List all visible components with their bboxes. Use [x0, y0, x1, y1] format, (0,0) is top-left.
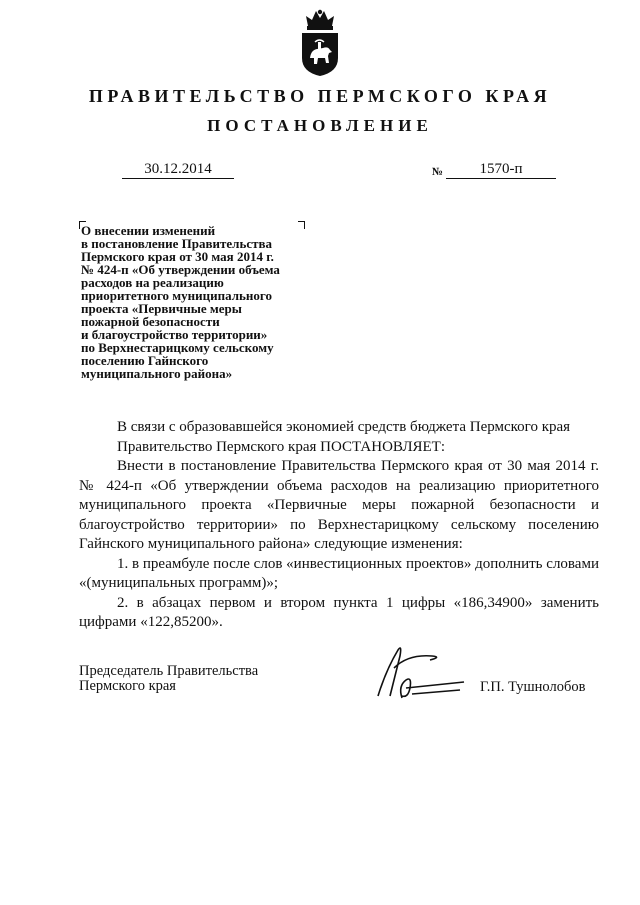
coat-of-arms-emblem — [296, 8, 344, 78]
signatory-name: Г.П. Тушнолобов — [480, 679, 586, 695]
body-paragraph: Правительство Пермского края ПОСТАНОВЛЯЕТ: — [117, 438, 446, 455]
document-body — [79, 418, 599, 633]
document-type: ПОСТАНОВЛЕНИЕ — [207, 116, 433, 135]
body-paragraph: В связи с образовавшейся экономией средств бюджета Пермского края — [117, 419, 571, 435]
document-date: 30.12.2014 — [122, 160, 234, 179]
coat-of-arms-icon — [296, 8, 344, 78]
document-subject: О внесении изменений в постановление Правительства Пермского края от 30 мая 2014 г. № 424-п «Об утверждении объема расходов на реализацию приоритетного муниципального проекта «Первичные меры пожарной безопасности и благоустройство территории» по Верхнестарицкому сельскому поселению Гайнского муниципального района» — [81, 223, 280, 381]
signature-icon — [372, 636, 472, 702]
body-paragraph: 2. в абзацах первом и втором пункта 1 цифры «186,34900» заменить цифрами «122,85200». — [79, 594, 599, 630]
signatory-title: Председатель Правительства Пермского края — [79, 663, 259, 694]
body-paragraph: 1. в преамбуле после слов «инвестиционных проектов» дополнить словами «(муниципальных программ)»; — [79, 555, 599, 591]
number-sign: № — [432, 166, 444, 178]
body-paragraph: Внести в постановление Правительства Пермского края от 30 мая 2014 г. № 424-п «Об утверждении объема расходов на реализацию приоритетного муниципального проекта «Первичные меры пожарной безопасности и благоустройство территории» по Верхнестарицкому сельскому поселению Гайнского муниципального района» следующие изменения: — [79, 458, 599, 552]
document-number: 1570-п — [446, 160, 556, 179]
handwritten-signature — [372, 636, 472, 702]
government-title: ПРАВИТЕЛЬСТВО ПЕРМСКОГО КРАЯ — [88, 86, 552, 106]
